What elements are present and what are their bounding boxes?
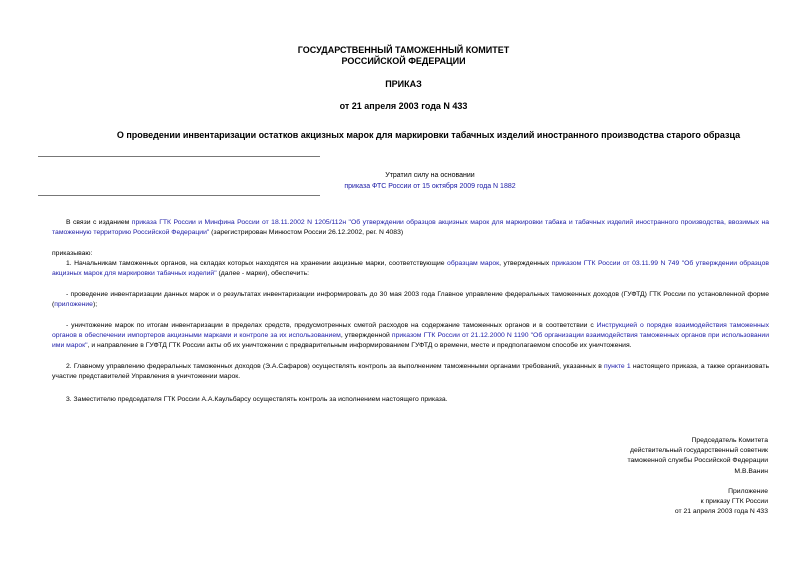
preamble-text-1: В связи с изданием [66, 219, 132, 226]
signature-name: М.В.Ванин [734, 467, 768, 475]
signature-line-2: действительный государственный советник [630, 447, 768, 455]
item-1-paragraph [52, 259, 769, 279]
signature-block [548, 436, 768, 477]
signature-line-1: Председатель Комитета [691, 437, 768, 444]
doc-date: от 21 апреля 2003 года N 433 [339, 101, 468, 111]
doc-title: О проведении инвентаризации остатков акцизных марок для маркировки табачных изделий иностранного производства старого образца [116, 130, 741, 140]
bullet-2-link-order-1190[interactable]: приказом ГТК России от 21.12.2000 N 1190 "Об организации взаимодействия таможенных органов при использовании ими марок" [52, 332, 769, 349]
order-word: приказываю: [52, 250, 93, 257]
item-2-link-point-1[interactable]: пункте 1 [604, 363, 631, 370]
appendix-block [548, 487, 768, 518]
divider-top [38, 156, 320, 157]
signature-line-3: таможенной службы Российской Федерации [627, 457, 768, 465]
item-1-text-3: (далее - марки), обеспечить: [216, 270, 310, 277]
bullet-2-text-2: , утвержденной [340, 332, 392, 339]
bullet-1-paragraph [52, 290, 769, 310]
divider-bottom [38, 195, 320, 196]
lost-force-note [250, 170, 610, 192]
appendix-line-2: к приказу ГТК России [700, 498, 768, 506]
bullet-2-link-instruction[interactable]: Инструкцией о порядке взаимодействия таможенных органов в обеспечении импортеров акцизными марками и контроле за их использованием [52, 322, 769, 339]
bullet-1-link-appendix[interactable]: приложение [54, 301, 93, 308]
item-1-text-1: 1. Начальникам таможенных органов, на складах которых находятся на хранении акцизные марки, соответствующие [66, 260, 448, 267]
lost-force-link[interactable]: приказа ФТС России от 15 октября 2009 года N 1882 [344, 183, 516, 190]
item-3-paragraph: 3. Заместителю председателя ГТК России А.А.Каульбарсу осуществлять контроль за исполнением настоящего приказа. [66, 396, 448, 403]
item-2-text-2: настоящего приказа, а также организовать участие представителей Управления в уничтожении марок. [52, 363, 769, 380]
item-1-link-samples[interactable]: образцам марок [447, 260, 500, 267]
preamble-link-order[interactable]: приказа ГТК России и Минфина России от 18.11.2002 N 1205/112н "Об утверждении образцов акцизных марок для маркировки табака и табачных изделий иностранного производства, ввозимых на таможенную территорию Российской Федерации" [52, 219, 770, 236]
item-2-paragraph [52, 362, 769, 382]
org-line-1: ГОСУДАРСТВЕННЫЙ ТАМОЖЕННЫЙ КОМИТЕТ [297, 45, 510, 55]
org-line-2: РОССИЙСКОЙ ФЕДЕРАЦИИ [341, 56, 466, 66]
bullet-1-text-1: - проведение инвентаризации данных марок и о результатах инвентаризации информировать до 30 мая 2003 года Главное управление федеральных таможенных доходов (ГУФТД) ГТК России по установленной форме ( [52, 291, 769, 308]
lost-force-text: Утратил силу на основании [385, 172, 475, 179]
item-2-text-1: 2. Главному управлению федеральных таможенных доходов (Э.А.Сафаров) осуществлять контроль за выполнением таможенными органами требований, указанных в [66, 363, 605, 370]
org-name [0, 45, 807, 67]
preamble-paragraph [52, 218, 769, 238]
doc-type: ПРИКАЗ [385, 79, 422, 89]
bullet-2-text-1: - уничтожение марок по итогам инвентаризации в пределах средств, предусмотренных сметой расходов на содержание таможенных органов и в соответствии с [66, 322, 597, 329]
appendix-line-1: Приложение [728, 488, 768, 495]
bullet-2-text-3: , и направление в ГУФТД ГТК России акты об их уничтожении с предварительным информированием ГУФТД о времени, месте и предполагаемом способе их уничтожения. [87, 342, 632, 349]
bullet-1-text-2: ); [92, 301, 98, 308]
appendix-line-3: от 21 апреля 2003 года N 433 [674, 508, 768, 516]
bullet-2-paragraph [52, 321, 769, 351]
preamble-text-2: (зарегистрирован Минюстом России 26.12.2002, рег. N 4083) [209, 229, 404, 236]
item-1-text-2: , утвержденных [499, 260, 552, 267]
item-1-link-order-749[interactable]: приказом ГТК России от 03.11.99 N 749 "Об утверждении образцов акцизных марок для маркировки табачных изделий" [52, 260, 769, 277]
